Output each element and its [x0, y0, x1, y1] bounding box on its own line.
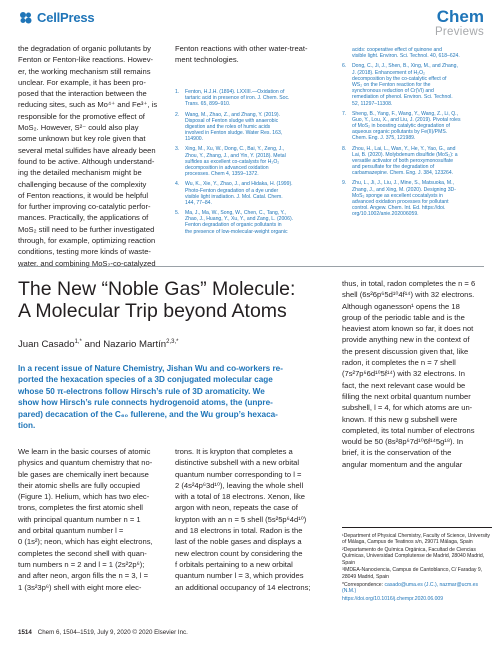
text-line: some unknown but key role given that: [18, 134, 146, 144]
reference-item[interactable]: [342, 111, 490, 142]
reference-line: sulfides as excellent co-catalysts for H₂O₂: [185, 158, 280, 165]
reference-line: Xing, M., Xu, W., Dong, C., Bai, Y., Zeng, J.,: [185, 146, 285, 153]
reference-text: [352, 180, 490, 217]
affiliations-block: [342, 527, 492, 603]
text-line: and after neon, argon fills the n = 3, l =: [18, 571, 149, 581]
reference-line: tartaric acid in presence of iron. J. Chem. Soc.: [185, 95, 290, 102]
article-abstract: [18, 363, 318, 431]
text-line: Fenton or Fenton-like reactions. Howev-: [18, 55, 154, 65]
reference-line: control. Angew. Chem. Int. Ed. https://doi.: [352, 205, 446, 212]
page-footer: [18, 629, 188, 636]
text-line: completed, its total number of electrons: [342, 425, 475, 435]
reference-text: [352, 146, 490, 177]
text-line: ment technologies.: [175, 55, 239, 65]
text-line: trons. It is krypton that completes a: [175, 447, 293, 456]
author-name: Nazario Martín: [103, 339, 167, 351]
reference-line: 114900.: [185, 136, 204, 143]
text-line: fact, the next relevant case would be: [342, 380, 466, 390]
reference-line: Disposal of Fenton sludge with anaerobic: [185, 117, 279, 124]
reference-number: 7.: [342, 110, 347, 117]
text-line: reducing sites, such as Mo⁴⁺ and Fe³⁺, is: [18, 100, 158, 110]
text-line: filling the next orbital quantum number: [342, 391, 471, 401]
text-line: and orbital quantum number l =: [18, 526, 124, 536]
reference-text: [185, 181, 323, 206]
page-number: 1514: [18, 629, 32, 636]
text-line: last of the noble gases and displays a: [175, 537, 302, 547]
reference-number: 1.: [175, 89, 180, 95]
text-line: ing the detailed mechanism might be: [18, 168, 142, 178]
reference-line: processes. Chem 4, 1359–1372.: [185, 171, 259, 178]
text-line: found to be active. Although understand-: [18, 156, 155, 166]
text-line: quantum number l = 3, which provides: [175, 571, 304, 581]
article-body-col2: [175, 446, 325, 593]
reference-line: Zhu, L., Ji, J., Liu, J., Mine, S., Matsuoka, M.,: [352, 180, 454, 187]
text-line: show how Hirsch’s rule connects hydrogenoid atoms, the (unpre-: [18, 398, 273, 408]
text-line: angular momentum and the angular: [342, 459, 463, 469]
reference-line: 52, 11297–11308.: [352, 100, 393, 107]
reference-number: 3.: [175, 146, 180, 153]
reference-line: acids: cooperative effect of quinone and: [352, 47, 442, 53]
reference-line: involved in Fenton sludge. Water Res. 163,: [185, 130, 283, 137]
doi-link[interactable]: https://doi.org/10.1016/j.chempr.2020.06.009: [342, 595, 444, 602]
text-line: known. If this new g subshell were: [342, 414, 458, 424]
text-line: f orbitals pertaining to a new orbital: [175, 559, 293, 569]
article-body-col3: [342, 278, 492, 470]
text-line: unclear. For example, it has been pro-: [18, 77, 146, 87]
reference-line: Zhao, J., Huang, Y., Xu, Y., and Zang, L. (2006).: [185, 216, 294, 223]
previous-article-text-col1: [18, 43, 158, 269]
text-line: whose 50 π-electrons follow Hirsch’s rule of 3D aromaticity. We: [18, 386, 265, 396]
text-line: 1 (3s²3p⁶) shell with eight more elec-: [18, 582, 142, 592]
reference-line: WS₂ on the Fenton reaction for the: [352, 81, 431, 88]
reference-number: 5.: [175, 210, 180, 217]
text-line: er, the working mechanism still remains: [18, 66, 151, 76]
text-line: MoS₂. However, S²⁻ could also play: [18, 123, 139, 133]
text-line: subshell, l = 4, for which atoms are un-: [342, 403, 473, 413]
author-name: Juan Casado: [18, 339, 75, 351]
reference-line: Zhang, J., and Xing, M. (2020). Designing 3D-: [352, 186, 456, 193]
text-line: several metal sulfides have already been: [18, 145, 156, 155]
section-divider: [18, 266, 484, 267]
reference-list-col2: [175, 89, 323, 239]
text-line: their atomic shells are fully occupied: [18, 480, 140, 490]
text-line: radon, it completes the n = 7 shell: [342, 358, 456, 368]
reference-text: [185, 146, 323, 177]
reference-line: of MoS₂ in boosting catalytic degradation of: [352, 123, 450, 130]
reference-text: [185, 210, 323, 235]
text-line: responsible for the promotive effect of: [18, 111, 145, 121]
correspondence-label: *Correspondence:: [342, 581, 385, 588]
text-line: pared) decacation of the C₆₀ fullerene, and the Wu group’s hexaca-: [18, 409, 278, 419]
reference-line: visible light. Environ. Sci. Technol. 40, 618–624.: [352, 53, 460, 60]
article-title-line2: A Molecular Trip beyond Atoms: [18, 299, 287, 322]
correspondence-email-link[interactable]: casado@uma.es (J.C.), nazmar@ucm.es (N.M.): [342, 581, 479, 594]
reference-list-col3: [342, 47, 490, 222]
cellpress-logo: [18, 10, 94, 25]
reference-line: Photo-Fenton degradation of a dye under: [185, 187, 279, 194]
reference-number: 6.: [342, 63, 347, 70]
text-line: the present discussion given that, like: [342, 346, 469, 356]
reference-line: remediation of phenol. Environ. Sci. Technol.: [352, 94, 453, 101]
text-line: of Fenton reactions, it would be helpful: [18, 190, 149, 200]
text-line: Although oganesson¹ opens the 18: [342, 301, 460, 311]
reference-line: decomposition in advanced oxidation: [185, 165, 269, 172]
text-line: provide anything new in the context of: [342, 335, 470, 345]
cellpress-logo-icon: [18, 10, 33, 25]
text-line: trons, completes the first atomic shell: [18, 503, 143, 513]
reference-line: J. (2018). Enhancement of H₂O₂: [352, 69, 426, 76]
article-body-col1: [18, 446, 160, 593]
text-line: completes the second shell with quan-: [18, 548, 147, 558]
journal-name: Chem: [436, 7, 484, 26]
reference-item[interactable]: [342, 146, 490, 177]
text-line: an additional occupancy of 14 electrons;: [175, 582, 311, 592]
reference-number: 4.: [175, 181, 180, 188]
reference-line: Wang, M., Zhao, Z., and Zhang, Y. (2019).: [185, 111, 281, 118]
text-line: mances. Practically, the applications of: [18, 213, 149, 223]
reference-item[interactable]: [175, 181, 323, 206]
previous-article-text-col2: [175, 43, 325, 66]
reference-item[interactable]: [175, 112, 323, 143]
affiliation: ¹Department of Physical Chemistry, Faculty of Science, University of Málaga, Campus de Teatinos s/n, 29071 Málaga, Spain: [342, 533, 490, 546]
text-line: for further improving co-catalytic perfor-: [18, 202, 151, 212]
text-line: physics and quantum chemistry that no-: [18, 458, 153, 468]
reference-item[interactable]: [175, 146, 323, 177]
reference-number: 2.: [175, 111, 180, 118]
reference-line: Fenton, H.J.H. (1894). LXXIII.—Oxidation of: [185, 89, 285, 95]
text-line: quantum number corresponding to l =: [175, 469, 302, 479]
reference-line: Zhou, H., Lai, L., Wan, Y., He, Y., Yao, G., and: [352, 145, 456, 152]
text-line: krypton with an n = 5 shell (5s²5p⁶4d¹⁰): [175, 514, 307, 524]
reference-text: [352, 63, 490, 106]
reference-line: 144, 77–84.: [185, 199, 212, 206]
reference-line: Trans. 65, 899–910.: [185, 101, 231, 108]
reference-line: Chem. Eng. J. 375, 121989.: [352, 135, 416, 142]
text-line: 0 (1s²); neon, which has eight electrons,: [18, 537, 153, 547]
reference-line: synchronous reduction of Cr(VI) and: [352, 88, 434, 95]
text-line: through, for example, optimizing reaction: [18, 236, 156, 246]
reference-line: the presence of low-molecular-weight organic: [185, 228, 288, 235]
reference-line: visible light irradiation. J. Mol. Catal. Chem.: [185, 193, 283, 200]
article-title-line1: The New “Noble Gas” Molecule:: [18, 278, 296, 300]
reference-line: decomposition by the co-catalytic effect of: [352, 75, 447, 82]
cellpress-logo-text: CellPress: [37, 10, 95, 25]
reference-line: Sheng, B., Yang, F., Wang, Y., Wang, Z., Li, Q.,: [352, 110, 458, 117]
text-line: (7s²7p⁶6d¹⁰5f¹⁴) with 32 electrons. In: [342, 369, 465, 379]
text-line: We learn in the basic courses of atomic: [18, 447, 151, 456]
author-affiliation-marker: 2,3,*: [166, 339, 179, 345]
text-line: with principal quantum number n = 1: [18, 514, 141, 524]
reference-line: Lai, B. (2020). Molybdenum disulfide (MoS₂): a: [352, 151, 458, 158]
author-list: [18, 339, 179, 350]
text-line: would be 50 (8s²8p⁶7d¹⁰6f¹⁴5g¹⁸). In: [342, 437, 464, 447]
reference-text: [352, 47, 490, 59]
text-line: heaviest atom known so far, it does not: [342, 324, 474, 334]
reference-line: Guo, Y., Lou, X., and Liu, J. (2019). Pivotal roles: [352, 116, 461, 123]
text-line: with a total of 18 electrons. Xenon, like: [175, 492, 306, 502]
reference-item[interactable]: [342, 47, 490, 59]
reference-text: [185, 89, 323, 108]
text-line: Fenton reactions with other water-treat-: [175, 44, 308, 53]
author-separator: and: [81, 339, 104, 351]
footer-citation: Chem 6, 1504–1519, July 9, 2020 © 2020 Elsevier Inc.: [37, 629, 188, 636]
affiliation: ²Departamento de Química Orgánica, Facultad de Ciencias Químicas, Universidad Complutense de Madrid, 28040 Madrid, Spain: [342, 547, 485, 566]
affiliation: ³IMDEA-Nanociencia, Campus de Cantoblanco, C/ Faraday 9, 28049 Madrid, Spain: [342, 567, 483, 580]
text-line: water, and combining MoS₂-co-catalyzed: [18, 258, 156, 268]
reference-item[interactable]: [175, 89, 323, 108]
reference-number: [342, 47, 352, 59]
reference-text: [352, 111, 490, 142]
reference-line: org/10.1002/anie.202006059.: [352, 211, 419, 218]
reference-line: Wu, K., Xie, Y., Zhao, J., and Hidaka, H. (1999).: [185, 181, 293, 188]
reference-number: 9.: [342, 180, 347, 187]
text-line: and 18 electrons in total. Radon is the: [175, 526, 303, 536]
correspondence: [342, 582, 492, 595]
section-name: Previews: [434, 26, 484, 38]
reference-line: Dong, C., Ji, J., Shen, B., Xing, M., and Zhang,: [352, 63, 458, 70]
reference-line: and persulfate for the degradation of: [352, 164, 435, 171]
reference-number: 8.: [342, 145, 347, 152]
reference-line: advanced oxidation processes for pollutant: [352, 199, 449, 206]
text-line: group of the periodic table and is the: [342, 312, 465, 322]
reference-line: versatile activator of both peroxymonosulfate: [352, 157, 454, 164]
text-line: new electron count by considering the: [175, 548, 303, 558]
reference-item[interactable]: [342, 63, 490, 106]
text-line: MoS₂ still need to be further investigated: [18, 224, 155, 234]
reference-line: Ma, J., Ma, W., Song, W., Chen, C., Tang, Y.,: [185, 210, 287, 217]
text-line: thus, in total, radon completes the n = 6: [342, 279, 476, 288]
reference-line: Zhou, Y., Zhang, J., and Yin, Y. (2018). Metal: [185, 152, 286, 159]
reference-line: carbamazepine. Chem. Eng. J. 384, 123264.: [352, 170, 454, 177]
text-line: ported the hexacation species of a 3D conjugated molecular cage: [18, 375, 273, 385]
text-line: posed that the interaction between the: [18, 89, 147, 99]
text-line: In a recent issue of Nature Chemistry, Jishan Wu and co-workers re-: [18, 364, 283, 373]
text-line: 2 (4s²4p⁶3d¹⁰), leaving the whole shell: [175, 480, 304, 490]
reference-line: Fenton degradation of organic pollutants in: [185, 222, 282, 229]
author-affiliation-marker: 1,*: [74, 339, 82, 345]
text-line: argon with neon, repeats the case of: [175, 503, 298, 513]
text-line: conditions, testing more kinds of waste-: [18, 247, 151, 257]
reference-item[interactable]: [175, 210, 323, 235]
text-line: shell (6s²6p⁶5d¹⁰4f¹⁴) with 32 electrons.: [342, 290, 475, 300]
reference-line: digestion and the roles of humic acids: [185, 123, 271, 130]
text-line: tum numbers n = 2 and l = 1 (2s²2p⁶);: [18, 559, 145, 569]
journal-header: [435, 8, 484, 39]
text-line: distinctive subshell with a new orbital: [175, 458, 300, 468]
article-title: [18, 279, 318, 322]
reference-line: aqueous organic pollutants by Fe(II)/PMS.: [352, 129, 448, 136]
text-line: (Figure 1). Helium, which has two elec-: [18, 492, 150, 502]
text-line: brief, it is the conservation of the: [342, 448, 452, 458]
text-line: tion.: [18, 421, 36, 431]
reference-line: MoS₂ sponge as excellent cocatalysts in: [352, 192, 443, 199]
text-line: the degradation of organic pollutants by: [18, 44, 151, 53]
text-line: ble gases are chemically inert because: [18, 469, 149, 479]
reference-text: [185, 112, 323, 143]
reference-item[interactable]: [342, 180, 490, 217]
text-line: challenging because of the complexity: [18, 179, 147, 189]
